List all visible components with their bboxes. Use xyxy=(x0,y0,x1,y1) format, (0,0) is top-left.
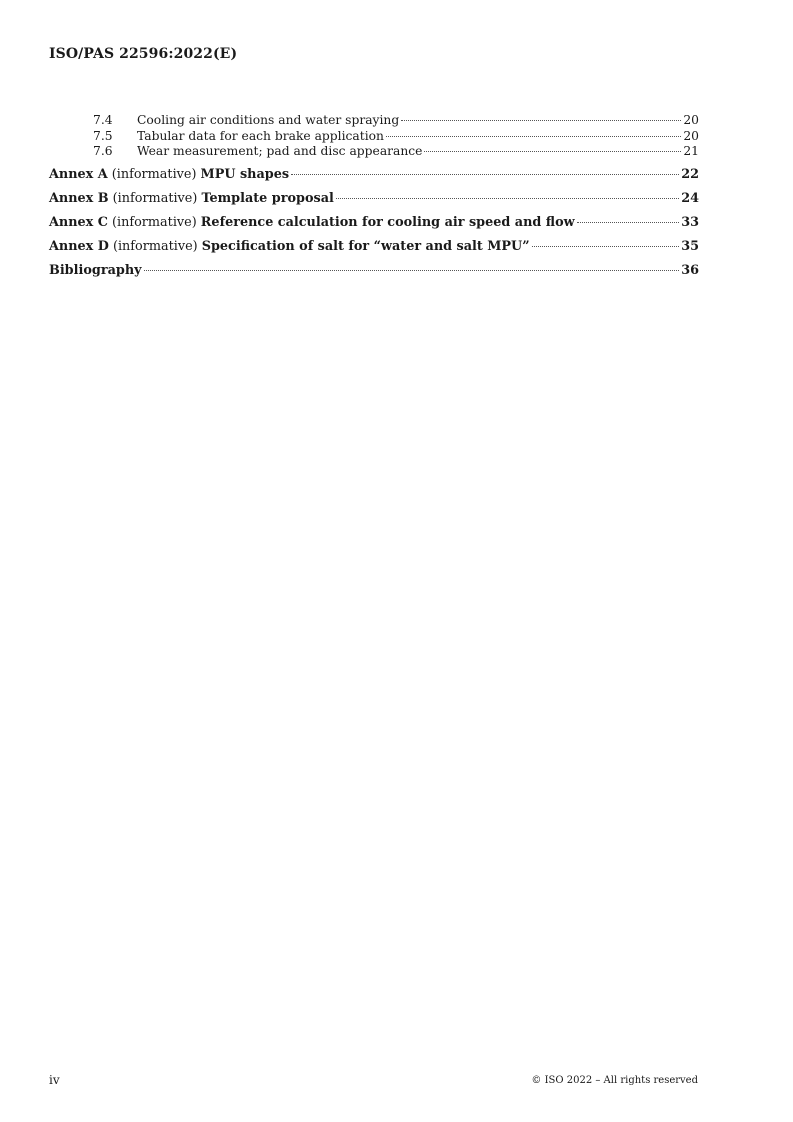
annex-title: Template proposal xyxy=(201,190,334,206)
table-of-contents xyxy=(49,113,699,279)
toc-entry-annex-d[interactable] xyxy=(49,239,699,255)
toc-entry-number: 7.5 xyxy=(93,128,113,143)
annex-title: Specification of salt for “water and salt MPU” xyxy=(201,238,530,254)
toc-entry-7-4[interactable] xyxy=(49,113,699,129)
toc-entry-annex-c[interactable] xyxy=(49,215,699,231)
annex-label: Annex A xyxy=(49,166,108,182)
dot-leader xyxy=(424,151,681,152)
annex-qualifier: (informative) xyxy=(112,238,198,254)
annex-title: MPU shapes xyxy=(200,166,290,182)
dot-leader xyxy=(386,136,681,137)
dot-leader xyxy=(336,198,679,199)
page-number: iv xyxy=(49,1073,60,1087)
toc-entry-page: 20 xyxy=(683,113,699,127)
toc-entry-page: 20 xyxy=(683,128,699,143)
toc-entry-page: 35 xyxy=(681,238,699,254)
annex-qualifier: (informative) xyxy=(112,190,198,206)
toc-entry-title: Wear measurement; pad and disc appearance xyxy=(137,144,423,158)
annex-label: Annex D xyxy=(49,238,109,254)
toc-entry-title: Tabular data for each brake application xyxy=(137,128,384,143)
annex-title: Reference calculation for cooling air speed and flow xyxy=(200,214,575,230)
toc-entry-7-6[interactable] xyxy=(49,144,699,160)
document-identifier: ISO/PAS 22596:2022(E) xyxy=(49,46,238,62)
annex-label: Annex B xyxy=(49,190,109,206)
toc-entry-page: 36 xyxy=(681,262,699,278)
annex-label: Annex C xyxy=(49,214,108,230)
toc-entry-number: 7.6 xyxy=(93,144,113,158)
annex-qualifier: (informative) xyxy=(112,214,197,230)
toc-entry-page: 24 xyxy=(681,190,699,206)
dot-leader xyxy=(577,222,680,223)
toc-entry-annex-a[interactable] xyxy=(49,167,699,183)
annex-qualifier: (informative) xyxy=(111,166,197,182)
dot-leader xyxy=(291,174,679,175)
dot-leader xyxy=(144,270,680,271)
toc-entry-title: Cooling air conditions and water spraying xyxy=(137,113,400,127)
toc-entry-page: 21 xyxy=(683,144,699,158)
toc-entry-annex-b[interactable] xyxy=(49,191,699,207)
toc-entry-page: 33 xyxy=(681,214,699,230)
toc-entry-page: 22 xyxy=(681,166,699,182)
copyright-notice: © ISO 2022 – All rights reserved xyxy=(531,1075,698,1086)
toc-entry-bibliography[interactable] xyxy=(49,263,699,279)
dot-leader xyxy=(532,246,680,247)
bibliography-title: Bibliography xyxy=(49,262,142,278)
dot-leader xyxy=(401,120,681,121)
toc-entry-7-5[interactable] xyxy=(49,129,699,145)
toc-entry-number: 7.4 xyxy=(93,113,113,127)
